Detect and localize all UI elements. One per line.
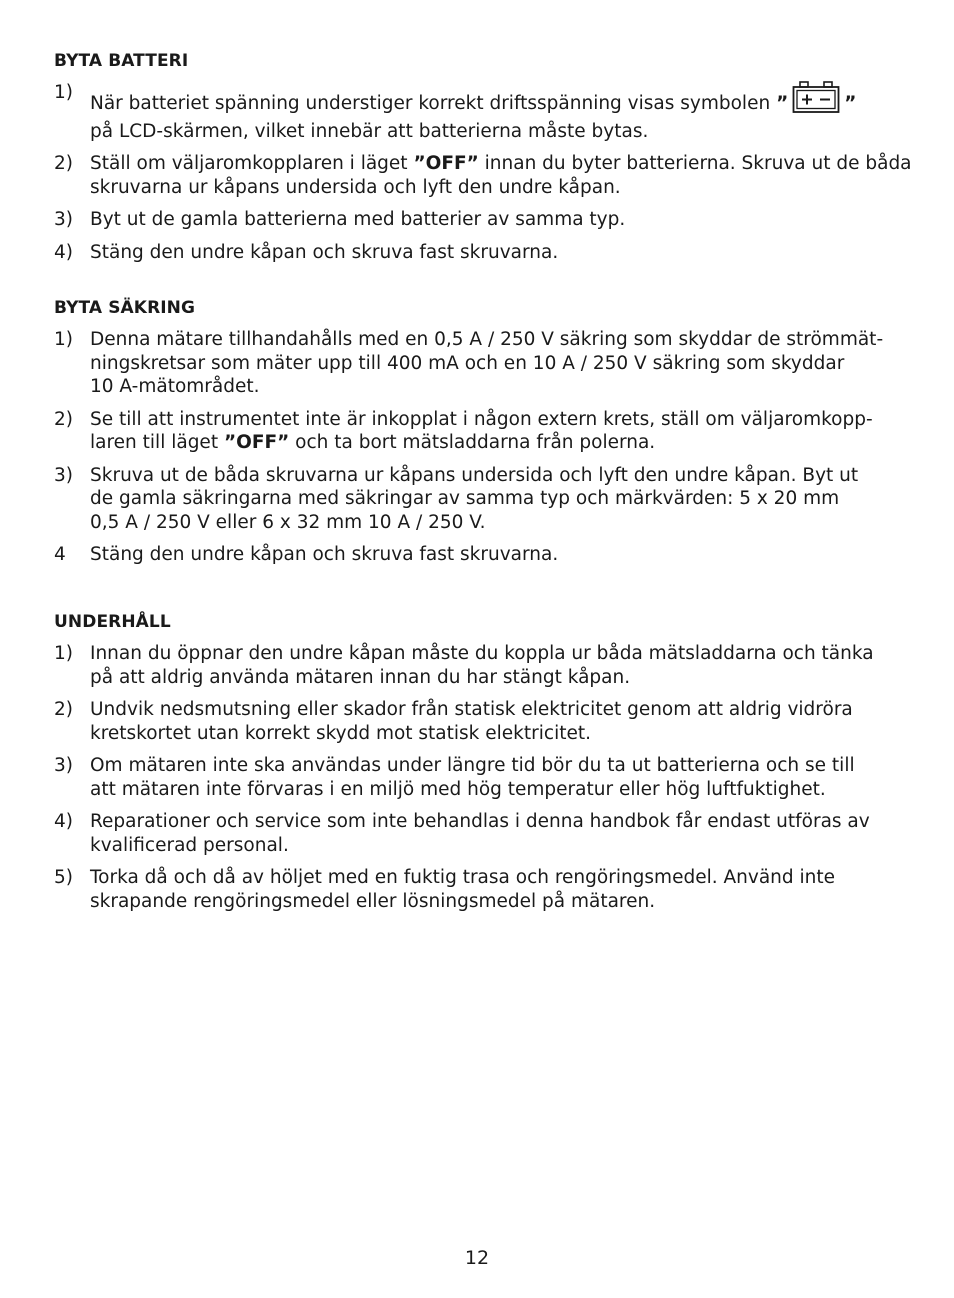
item-number: 4): [54, 241, 73, 263]
text-run: kretskortet utan korrekt skydd mot statisk elektricitet.: [90, 722, 591, 744]
list-item: [54, 543, 914, 567]
text-run: Se till att instrumentet inte är inkopplat i någon extern krets, ställ om väljaromkopp-: [90, 408, 873, 430]
bold-text: ”: [844, 93, 857, 114]
item-number: 3): [54, 755, 73, 776]
item-text: [90, 208, 914, 232]
text-run: Stäng den undre kåpan och skruva fast skruvarna.: [90, 544, 559, 565]
text-run: Om mätaren inte ska användas under längre tid bör du ta ut batterierna och se till: [90, 755, 855, 776]
item-list: [54, 81, 914, 264]
text-run: att mätaren inte förvaras i en miljö med hög temperatur eller hög luftfuktighet.: [90, 778, 826, 800]
section-heading: UNDERHÅLL: [54, 612, 171, 632]
item-text: [90, 543, 914, 567]
section-heading: BYTA BATTERI: [54, 51, 189, 71]
text-run: Undvik nedsmutsning eller skador från statisk elektricitet genom att aldrig vidröra: [90, 699, 853, 720]
item-text: [90, 81, 914, 143]
list-item: [54, 81, 914, 143]
item-text: [90, 328, 914, 399]
item-number: 4): [54, 811, 73, 832]
item-text: [90, 642, 914, 689]
text-run: kvalificerad personal.: [90, 834, 289, 856]
battery-icon: [792, 81, 840, 120]
item-text: [90, 241, 914, 265]
text-run: Torka då och då av höljet med en fuktig trasa och rengöringsmedel. Använd inte: [90, 867, 836, 888]
page-number: 12: [464, 1247, 490, 1269]
text-run: på att aldrig använda mätaren innan du har stängt kåpan.: [90, 666, 631, 688]
item-text: [90, 810, 914, 857]
item-text: [90, 408, 914, 455]
text-run: Skruva ut de båda skruvarna ur kåpans undersida och lyft den undre kåpan. Byt ut: [90, 464, 859, 486]
list-item: [54, 642, 914, 689]
item-text: [90, 464, 914, 535]
text-run: Ställ om väljaromkopplaren i läget: [90, 153, 414, 174]
text-run: skrapande rengöringsmedel eller lösningsmedel på mätaren.: [90, 890, 656, 912]
list-item: [54, 208, 914, 232]
list-item: [54, 328, 914, 399]
list-item: [54, 408, 914, 455]
text-run: 0,5 A / 250 V eller 6 x 32 mm 10 A / 250 V.: [90, 511, 486, 533]
item-text: [90, 698, 914, 745]
list-item: [54, 866, 914, 913]
text-run: Reparationer och service som inte behandlas i denna handbok får endast utföras av: [90, 811, 870, 832]
text-run: laren till läget: [90, 432, 224, 453]
item-number: 2): [54, 699, 73, 720]
text-run: på LCD-skärmen, vilket innebär att batterierna måste bytas.: [90, 120, 649, 142]
list-item: [54, 754, 914, 801]
item-number: 1): [54, 329, 73, 350]
text-run: och ta bort mätsladdarna från polerna.: [289, 432, 656, 453]
item-number: 3): [54, 209, 73, 230]
item-list: [54, 328, 914, 567]
list-item: [54, 698, 914, 745]
item-number: 1): [54, 82, 73, 103]
bold-text: ”OFF”: [223, 432, 290, 453]
item-text: [90, 754, 914, 801]
section-byta-batteri: [54, 50, 914, 273]
text-run: innan du byter batterierna. Skruva ut de båda skruvarna ur kåpans undersida och lyft den undre kåpan.: [90, 153, 912, 198]
item-number: 2): [54, 408, 73, 430]
item-number: 5): [54, 867, 73, 888]
item-number: 3): [54, 464, 73, 486]
section-underhall: [54, 611, 914, 922]
list-item: [54, 241, 914, 265]
text-run: de gamla säkringarna med säkringar av samma typ och märkvärden: 5 x 20 mm: [90, 488, 840, 509]
item-number: 1): [54, 643, 73, 664]
item-number: 4: [54, 544, 66, 565]
bold-text: ”: [776, 93, 789, 114]
list-item: [54, 464, 914, 535]
text-run: Denna mätare tillhandahålls med en 0,5 A / 250 V säkring som skyddar de strömmät-: [90, 329, 884, 350]
section-heading: BYTA SÄKRING: [54, 298, 196, 318]
item-number: 2): [54, 153, 73, 174]
item-text: [90, 866, 914, 913]
bold-text: ”OFF”: [413, 153, 479, 174]
list-item: [54, 152, 914, 199]
text-run: ningskretsar som mäter upp till 400 mA och en 10 A / 250 V säkring som skyddar: [90, 352, 845, 374]
section-byta-sakring: [54, 297, 914, 576]
text-run: Innan du öppnar den undre kåpan måste du koppla ur båda mätsladdarna och tänka: [90, 643, 874, 664]
item-list: [54, 642, 914, 913]
list-item: [54, 810, 914, 857]
text-run: Byt ut de gamla batterierna med batterier av samma typ.: [90, 209, 626, 230]
text-run: Stäng den undre kåpan och skruva fast skruvarna.: [90, 241, 559, 263]
item-text: [90, 152, 914, 199]
text-run: När batteriet spänning understiger korrekt driftsspänning visas symbolen: [90, 93, 777, 114]
text-run: 10 A-mätområdet.: [90, 376, 260, 397]
